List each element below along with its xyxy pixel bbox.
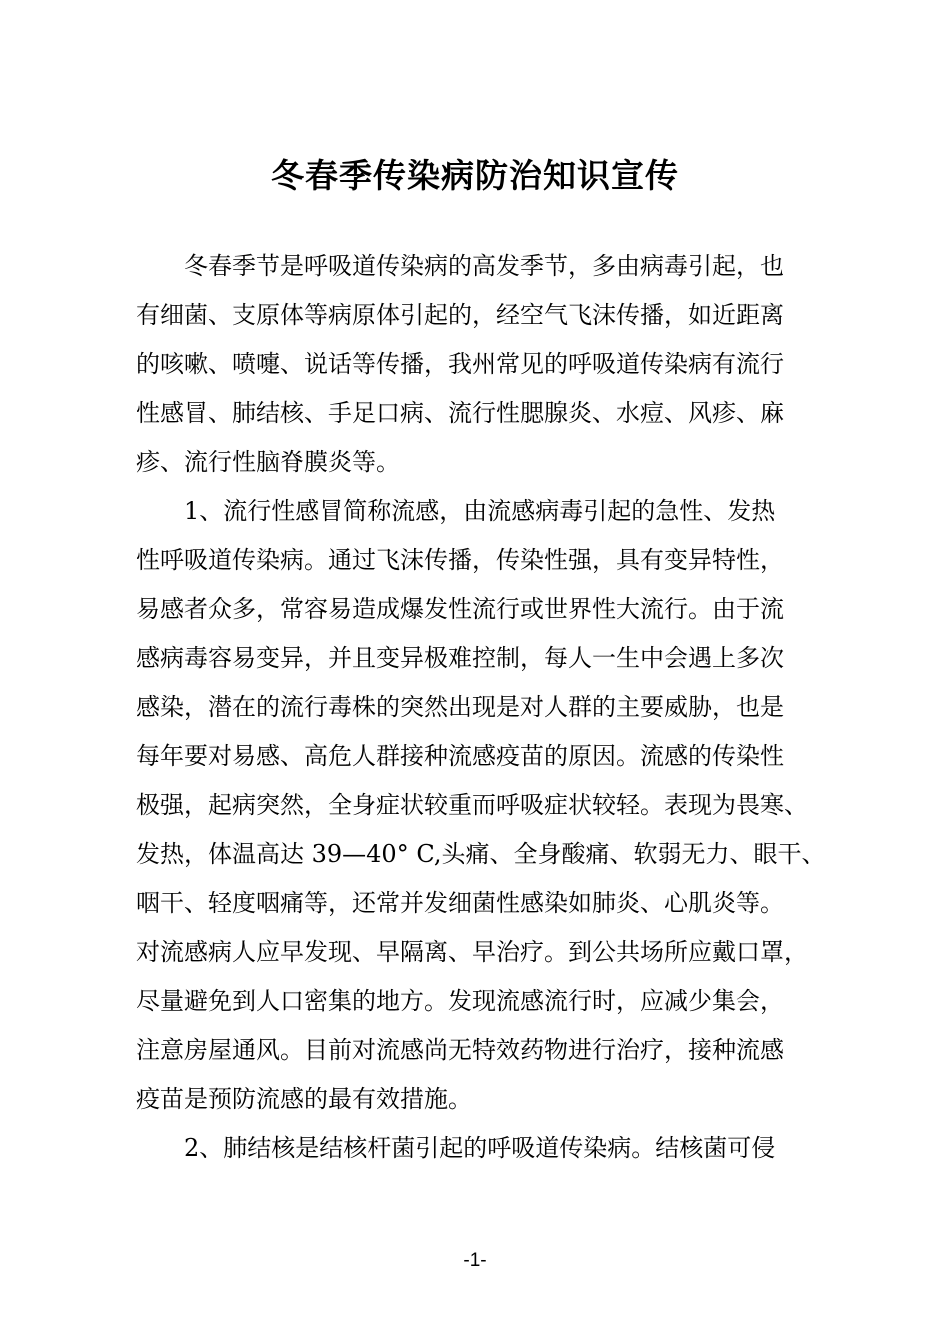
text-line: 有细菌、支原体等病原体引起的，经空气飞沫传播，如近距离	[136, 301, 784, 329]
text-line: 冬春季节是呼吸道传染病的高发季节，多由病毒引起，也	[184, 252, 784, 280]
text-line: 咽干、轻度咽痛等，还常并发细菌性感染如肺炎、心肌炎等。	[136, 889, 784, 917]
document-body	[136, 242, 840, 1173]
text-line: 极强，起病突然，全身症状较重而呼吸症状较轻。表现为畏寒、	[136, 791, 808, 819]
text-line: 1、流行性感冒简称流感，由流感病毒引起的急性、发热	[184, 497, 776, 525]
text-line: 感染，潜在的流行毒株的突然出现是对人群的主要威胁，也是	[136, 693, 784, 721]
text-line: 疹、流行性脑脊膜炎等。	[136, 448, 400, 476]
text-line: 易感者众多，常容易造成爆发性流行或世界性大流行。由于流	[136, 595, 784, 623]
text-line: 对流感病人应早发现、早隔离、早治疗。到公共场所应戴口罩，	[136, 938, 808, 966]
text-line: 发热，体温高达 39—40° C,头痛、全身酸痛、软弱无力、眼干、	[136, 840, 826, 868]
text-line: 感病毒容易变异，并且变异极难控制，每人一生中会遇上多次	[136, 644, 784, 672]
text-line: 2、肺结核是结核杆菌引起的呼吸道传染病。结核菌可侵	[184, 1134, 776, 1162]
paragraph-influenza	[136, 487, 840, 1124]
text-line: 每年要对易感、高危人群接种流感疫苗的原因。流感的传染性	[136, 742, 784, 770]
text-line: 注意房屋通风。目前对流感尚无特效药物进行治疗，接种流感	[136, 1036, 784, 1064]
paragraph-tuberculosis	[136, 1124, 840, 1173]
page-number: -1-	[463, 1250, 487, 1271]
text-line: 疫苗是预防流感的最有效措施。	[136, 1085, 472, 1113]
paragraph-intro	[136, 242, 840, 487]
text-line: 尽量避免到人口密集的地方。发现流感流行时，应减少集会，	[136, 987, 784, 1015]
text-line: 性呼吸道传染病。通过飞沫传播，传染性强，具有变异特性，	[136, 546, 784, 574]
document-title: 冬春季传染病防治知识宣传	[271, 156, 679, 195]
text-line: 性感冒、肺结核、手足口病、流行性腮腺炎、水痘、风疹、麻	[136, 399, 784, 427]
text-line: 的咳嗽、喷嚏、说话等传播，我州常见的呼吸道传染病有流行	[136, 350, 784, 378]
